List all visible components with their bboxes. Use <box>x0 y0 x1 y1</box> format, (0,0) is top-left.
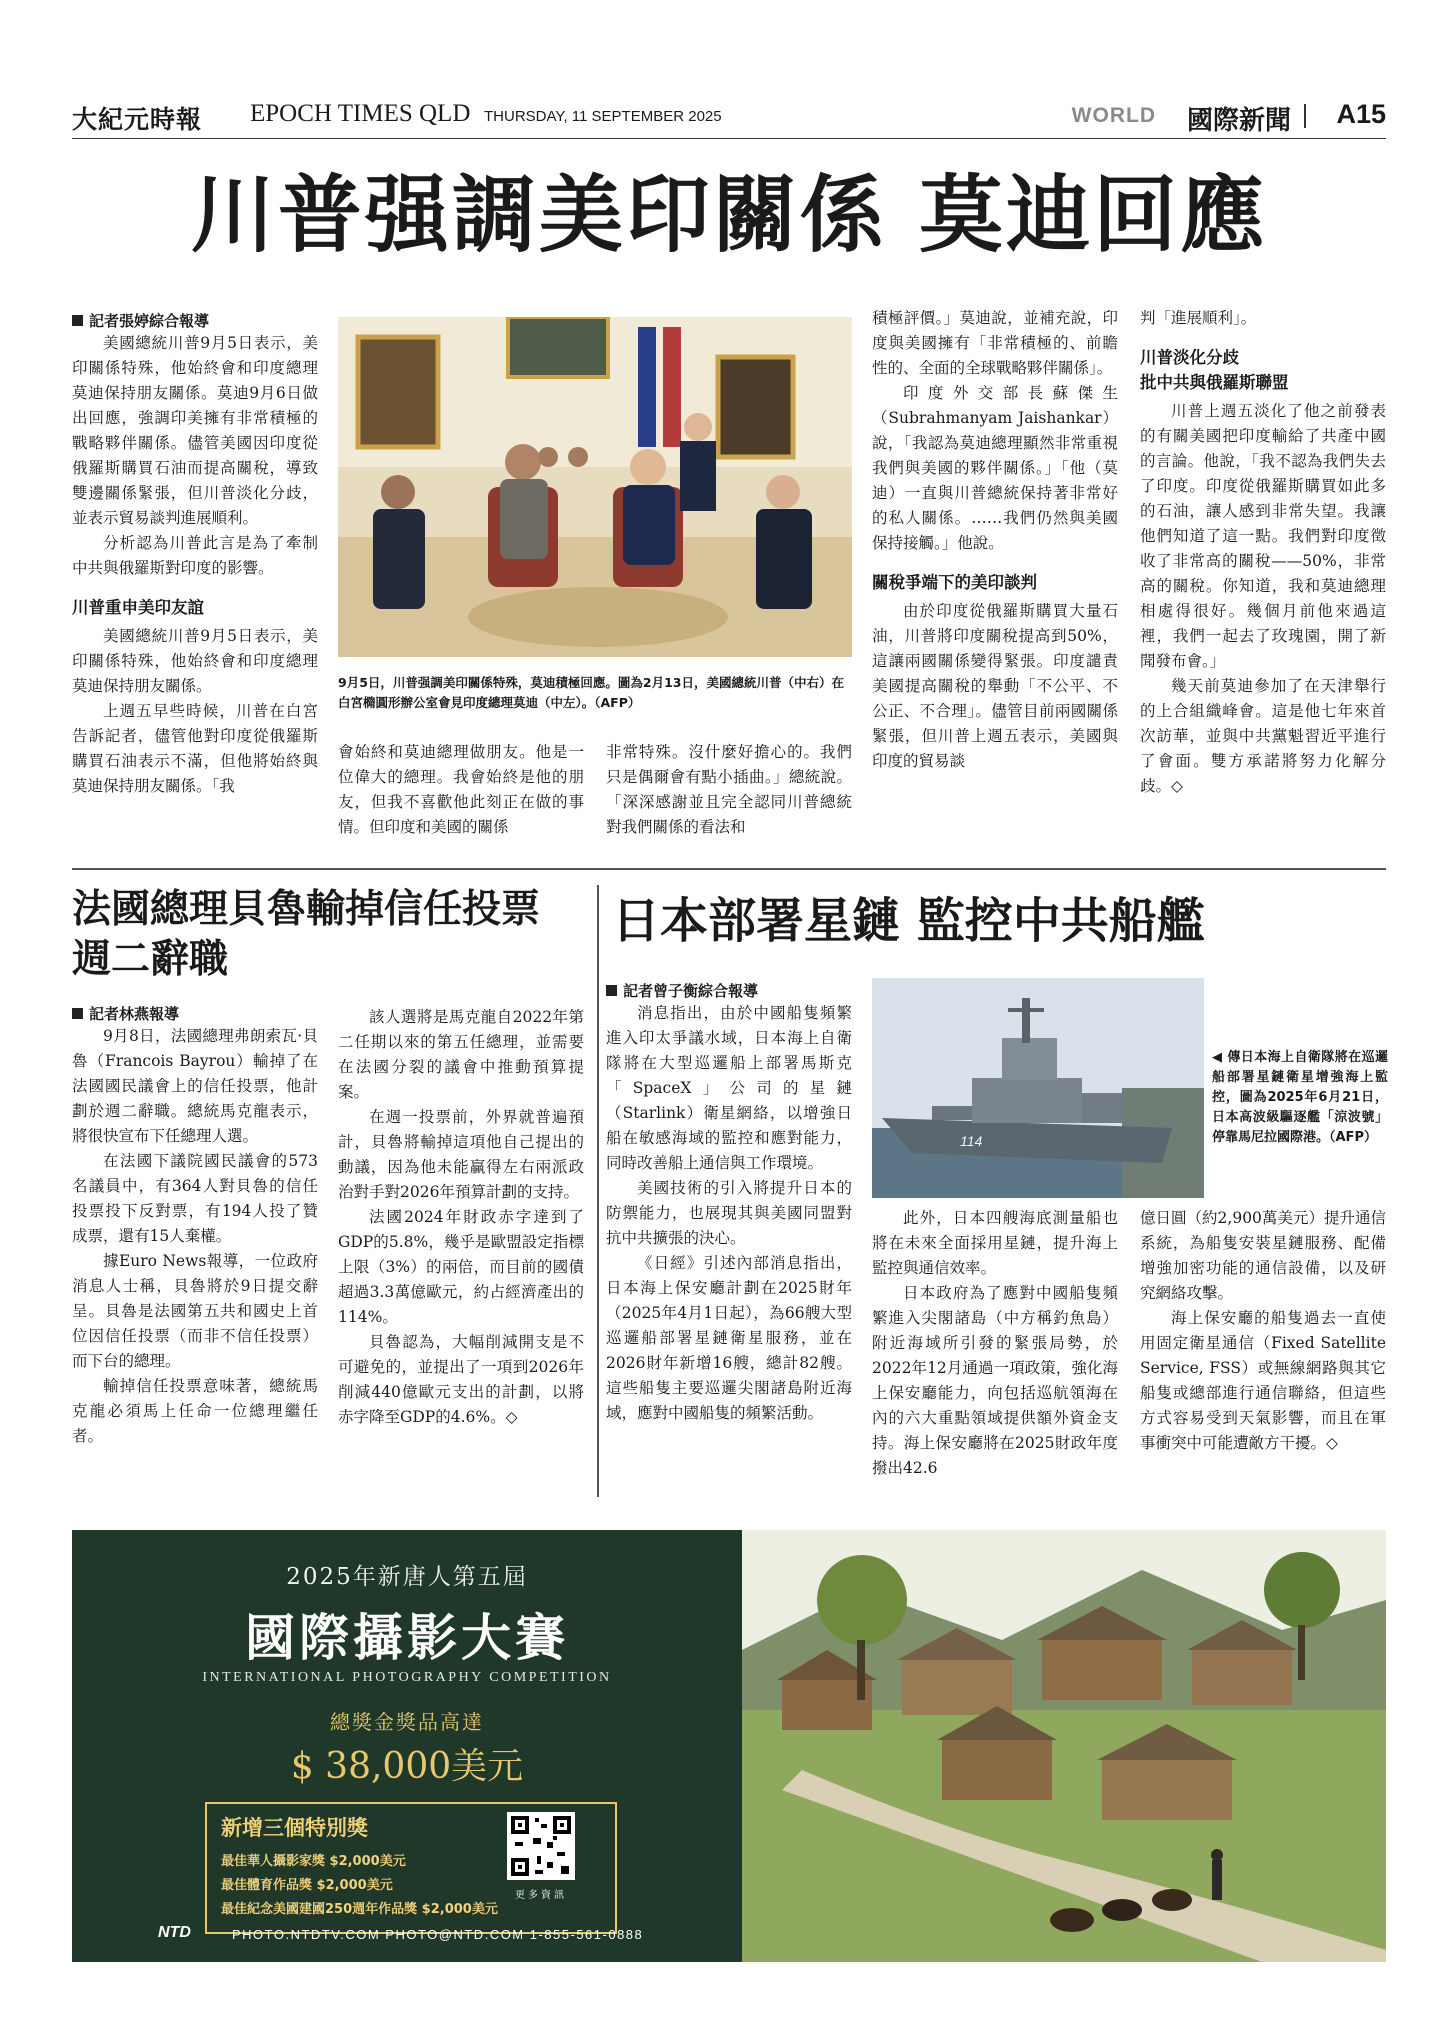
oval-office-illustration <box>338 317 852 657</box>
paragraph: 上週五早些時候，川普在白宮告訴記者，儘管他對印度從俄羅斯購買石油表示不滿，但他將始終與莫迪保持朋友關係。「我 <box>72 702 318 795</box>
paragraph: 幾天前莫迪參加了在天津舉行的上合組織峰會。這是他七年來首次訪華，並與中共黨魁習近平進行了會面。雙方承諾將努力化解分歧。◇ <box>1140 677 1386 795</box>
paragraph: 海上保安廳的船隻過去一直使用固定衛星通信（Fixed Satellite Service, FSS）或無線網路與其它船隻或總部進行通信聯絡，但這些方式容易受到天氣影響，而且在軍事衝突中可能遭敵方干擾。◇ <box>1140 1309 1386 1452</box>
section-divider <box>72 868 1386 870</box>
paragraph: 據Euro News報導，一位政府消息人士稱，貝魯將於9日提交辭呈。貝魯是法國第五共和國史上首位因信任投票（而非不信任投票）而下台的總理。 <box>72 1252 318 1370</box>
subheading: 川普重申美印友誼 <box>72 598 204 617</box>
paper-name-chinese: 大紀元時報 <box>72 105 203 134</box>
paragraph: 美國總統川普9月5日表示，美印關係特殊，他始終會和印度總理莫迪保持朋友關係。 <box>72 627 318 695</box>
special-awards-title: 新增三個特別獎 <box>221 1816 368 1840</box>
qr-code-icon[interactable] <box>507 1812 575 1880</box>
paragraph: 非常特殊。沒什麼好擔心的。我們只是偶爾會有點小插曲。」總統說。「深深感謝並且完全認同川普總統對我們關係的看法和 <box>606 743 852 836</box>
ntd-logo: NTD <box>158 1924 191 1941</box>
paragraph: 分析認為川普此言是為了牽制中共與俄羅斯對印度的影響。 <box>72 534 318 577</box>
paragraph: 川普上週五淡化了他之前發表的有關美國把印度輸給了共產中國的言論。他說，「我不認為我們失去了印度。印度從俄羅斯購買如此多的石油，讓人感到非常失望。我讓他們知道了這一點。我們對印度徵收了非常高的關稅——50%，非常高的關稅。你知道，我和莫迪總理相處得很好。幾個月前他來過這裡，我們一起去了玫瑰園，開了新聞發布會。」 <box>1140 402 1386 670</box>
paragraph: 會始終和莫迪總理做朋友。他是一位偉大的總理。我會始終是他的朋友，但我不喜歡他此刻正在做的事情。但印度和美國的關係 <box>338 743 584 836</box>
story3-headline: 日本部署星鏈 監控中共船艦 <box>612 893 1205 949</box>
story3-column-3 <box>1140 1206 1386 1456</box>
paragraph: 美國總統川普9月5日表示，美印關係特殊，他始終會和印度總理莫迪保持朋友關係。莫迪9月6日做出回應，強調印美擁有非常積極的戰略夥伴關係。儘管美國因印度從俄羅斯購買石油而提高關稅，導致雙邊關係緊張，但川普淡化分歧，並表示貿易談判進展順利。 <box>72 334 318 527</box>
headline-line: 週二辭職 <box>72 937 229 982</box>
story2-column-1 <box>72 1003 318 1449</box>
ad-village-photo <box>742 1530 1386 1962</box>
qr-code-label: 更多資訊 <box>515 1890 567 1901</box>
ad-text-panel <box>72 1530 742 1962</box>
photo-competition-ad[interactable] <box>72 1530 1386 1962</box>
story1-column-3 <box>606 740 852 840</box>
story3-byline: 記者曾子衡綜合報導 <box>606 980 852 1001</box>
ship-photo <box>872 978 1204 1198</box>
paragraph: 印度外交部長蘇傑生（Subrahmanyam Jaishankar）說，「我認為莫迪總理顯然非常重視我們與美國的夥伴關係。」「他（莫迪）一直與川普總統保持著非常好的私人關係。……我們仍然與美國保持接觸。」他說。 <box>872 384 1118 552</box>
paragraph: 輸掉信任投票意味著，總統馬克龍必須馬上任命一位總理繼任者。 <box>72 1377 318 1445</box>
section-name-english: WORLD <box>1071 104 1156 127</box>
story2-byline: 記者林燕報導 <box>72 1003 318 1024</box>
paragraph: 判「進展順利」。 <box>1140 309 1257 327</box>
ad-prize-label: 總獎金獎品高達 <box>330 1710 484 1734</box>
story1-column-1 <box>72 310 318 799</box>
story2-column-2 <box>338 1005 584 1430</box>
story1-column-5 <box>1140 306 1386 799</box>
paragraph: 《日經》引述內部消息指出，日本海上保安廳計劃在2025財年（2025年4月1日起），為66艘大型巡邏船部署星鏈衛星服務，並在2026財年新增16艘，總計82艘。這些船隻主要巡邏尖閣諸島附近海域，應對中國船隻的頻繁活動。 <box>606 1254 852 1422</box>
story1-column-4 <box>872 306 1118 774</box>
story2-headline <box>72 885 592 985</box>
award-item: 最佳華人攝影家獎 $2,000美元 <box>221 1854 406 1869</box>
ad-prize-amount: $ 38,000美元 <box>290 1746 524 1787</box>
destroyer-illustration <box>872 978 1204 1198</box>
subheading: 關稅爭端下的美印談判 <box>872 573 1037 592</box>
subheading: 川普淡化分歧 <box>1140 348 1239 367</box>
paragraph: 法國2024年財政赤字達到了GDP的5.8%，幾乎是歐盟設定指標上限（3%）的兩倍，而目前的國債超過3.3萬億歐元，約占經濟產出的114%。 <box>338 1208 584 1326</box>
story3-column-2 <box>872 1206 1118 1481</box>
ad-year-line: 2025年新唐人第五屆 <box>286 1564 528 1590</box>
oval-office-photo <box>338 317 852 657</box>
ship-photo-caption: ◀ 傳日本海上自衛隊將在巡邏船部署星鏈衛星增強海上監控，圖為2025年6月21日，日本高波級驅逐艦「涼波號」停靠馬尼拉國際港。（AFP） <box>1212 1050 1388 1145</box>
paragraph: 日本政府為了應對中國船隻頻繁進入尖閣諸島（中方稱釣魚島）附近海域所引發的緊張局勢，於2022年12月通過一項政策，強化海上保安廳能力，向包括巡航領海在內的六大重點領域提供額外資金支持。海上保安廳將在2025財政年度撥出42.6 <box>872 1284 1118 1477</box>
headline-line: 法國總理貝魯輸掉信任投票 <box>72 887 541 932</box>
paper-name-english: EPOCH TIMES QLD <box>250 100 471 127</box>
masthead-divider <box>1304 104 1306 128</box>
section-name-chinese: 國際新聞 <box>1186 106 1291 136</box>
column-divider <box>597 885 599 1497</box>
paragraph: 此外，日本四艘海底測量船也將在未來全面採用星鏈，提升海上監控與通信效率。 <box>872 1209 1118 1277</box>
paragraph: 億日圓（約2,900萬美元）提升通信系統，為船隻安裝星鏈服務、配備增強加密功能的通信設備，以及研究網絡攻擊。 <box>1140 1209 1386 1302</box>
story1-photo-caption: 9月5日，川普强調美印關係特殊，莫迪積極回應。圖為2月13日，美國總統川普（中右）在白宮橢圓形辦公室會見印度總理莫迪（中左）。（AFP） <box>338 675 844 710</box>
paragraph: 貝魯認為，大幅削減開支是不可避免的，並提出了一項到2026年削減440億歐元支出的計劃，以將赤字降至GDP的4.6%。◇ <box>338 1333 584 1426</box>
paragraph: 在週一投票前，外界就普遍預計，貝魯將輸掉這項他自己提出的動議，因為他未能贏得左右兩派政治對手對2026年預算計劃的支持。 <box>338 1108 584 1201</box>
village-landscape-illustration <box>742 1530 1386 1962</box>
paragraph: 由於印度從俄羅斯購買大量石油，川普將印度關稅提高到50%，這讓兩國關係變得緊張。印度譴責美國提高關稅的舉動「不公平、不公正、不合理」。儘管目前兩國關係緊張，但川普上週五表示，美國與印度的貿易談 <box>872 602 1118 770</box>
page-number: A15 <box>1336 99 1386 129</box>
award-item: 最佳體育作品獎 $2,000美元 <box>221 1878 393 1893</box>
issue-date: THURSDAY, 11 SEPTEMBER 2025 <box>484 108 722 125</box>
special-awards-box <box>205 1802 617 1934</box>
ad-title: 國際攝影大賽 <box>245 1608 569 1667</box>
ad-contact-info: PHOTO.NTDTV.COM PHOTO@NTD.COM 1-855-561-0888 <box>232 1927 644 1942</box>
story1-byline: 記者張婷綜合報導 <box>72 310 318 331</box>
masthead <box>72 96 1386 139</box>
subheading: 批中共與俄羅斯聯盟 <box>1140 373 1289 392</box>
story1-column-2 <box>338 740 584 840</box>
award-item: 最佳紀念美國建國250週年作品獎 $2,000美元 <box>221 1902 498 1917</box>
story3-column-1 <box>606 980 852 1426</box>
paragraph: 該人選將是馬克龍自2022年第二任期以來的第五任總理，並需要在法國分裂的議會中推動預算提案。 <box>338 1008 584 1101</box>
hull-number: 114 <box>960 1133 983 1149</box>
paragraph: 在法國下議院國民議會的573名議員中，有364人對貝魯的信任投票投下反對票，有194人投了贊成票，還有15人棄權。 <box>72 1152 318 1245</box>
paragraph: 9月8日，法國總理弗朗索瓦·貝魯（Francois Bayrou）輸掉了在法國國民議會上的信任投票，他計劃於週二辭職。總統馬克龍表示，將很快宣布下任總理人選。 <box>72 1027 318 1145</box>
main-headline: 川普强調美印關係 莫迪回應 <box>190 165 1268 264</box>
paragraph: 消息指出，由於中國船隻頻繁進入印太爭議水域，日本海上自衛隊將在大型巡邏船上部署馬斯克「SpaceX」公司的星鏈（Starlink）衛星網絡，以增強日船在敏感海域的監控和應對能力，同時改善船上通信與工作環境。 <box>606 1004 852 1172</box>
ad-title-english: INTERNATIONAL PHOTOGRAPHY COMPETITION <box>202 1670 612 1685</box>
paragraph: 美國技術的引入將提升日本的防禦能力，也展現其與美國同盟對抗中共擴張的決心。 <box>606 1179 852 1247</box>
paragraph: 積極評價。」莫迪說，並補充說，印度與美國擁有「非常積極的、前瞻性的、全面的全球戰略夥伴關係」。 <box>872 309 1118 377</box>
